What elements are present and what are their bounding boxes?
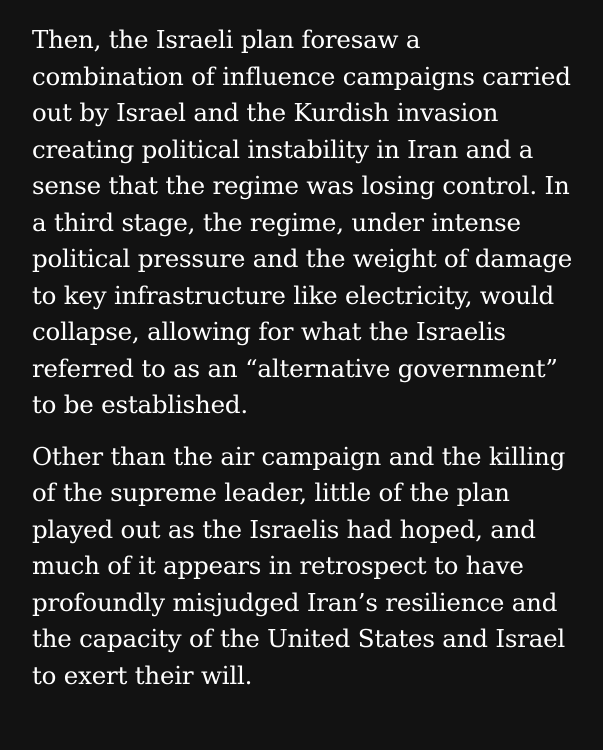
text-line: to key infrastructure like electricity, would [32,280,554,310]
paragraph-2 [32,439,583,695]
text-line: referred to as an “alternative government” [32,353,558,383]
text-line: combination of influence campaigns carried [32,61,571,91]
text-line: played out as the Israelis had hoped, and [32,514,536,544]
text-line: much of it appears in retrospect to have [32,551,524,580]
text-line: to exert their will. [32,660,253,690]
text-line: the capacity of the United States and Israel [32,624,566,653]
text-line: creating political instability in Iran and a [32,134,534,164]
text-line: Other than the air campaign and the killing [32,441,566,471]
text-line: of the supreme leader, little of the plan [32,478,510,507]
paragraph-1 [32,22,583,424]
text-line: political pressure and the weight of damage [32,244,573,273]
text-line: a third stage, the regime, under intense [32,207,521,237]
text-line: sense that the regime was losing control. In [32,171,570,200]
text-line: Then, the Israeli plan foresaw a [32,25,421,54]
text-line: out by Israel and the Kurdish invasion [32,98,499,127]
text-line: profoundly misjudged Iran’s resilience and [32,587,558,617]
text-line: to be established. [32,390,248,419]
text-line: collapse, allowing for what the Israelis [32,317,506,346]
